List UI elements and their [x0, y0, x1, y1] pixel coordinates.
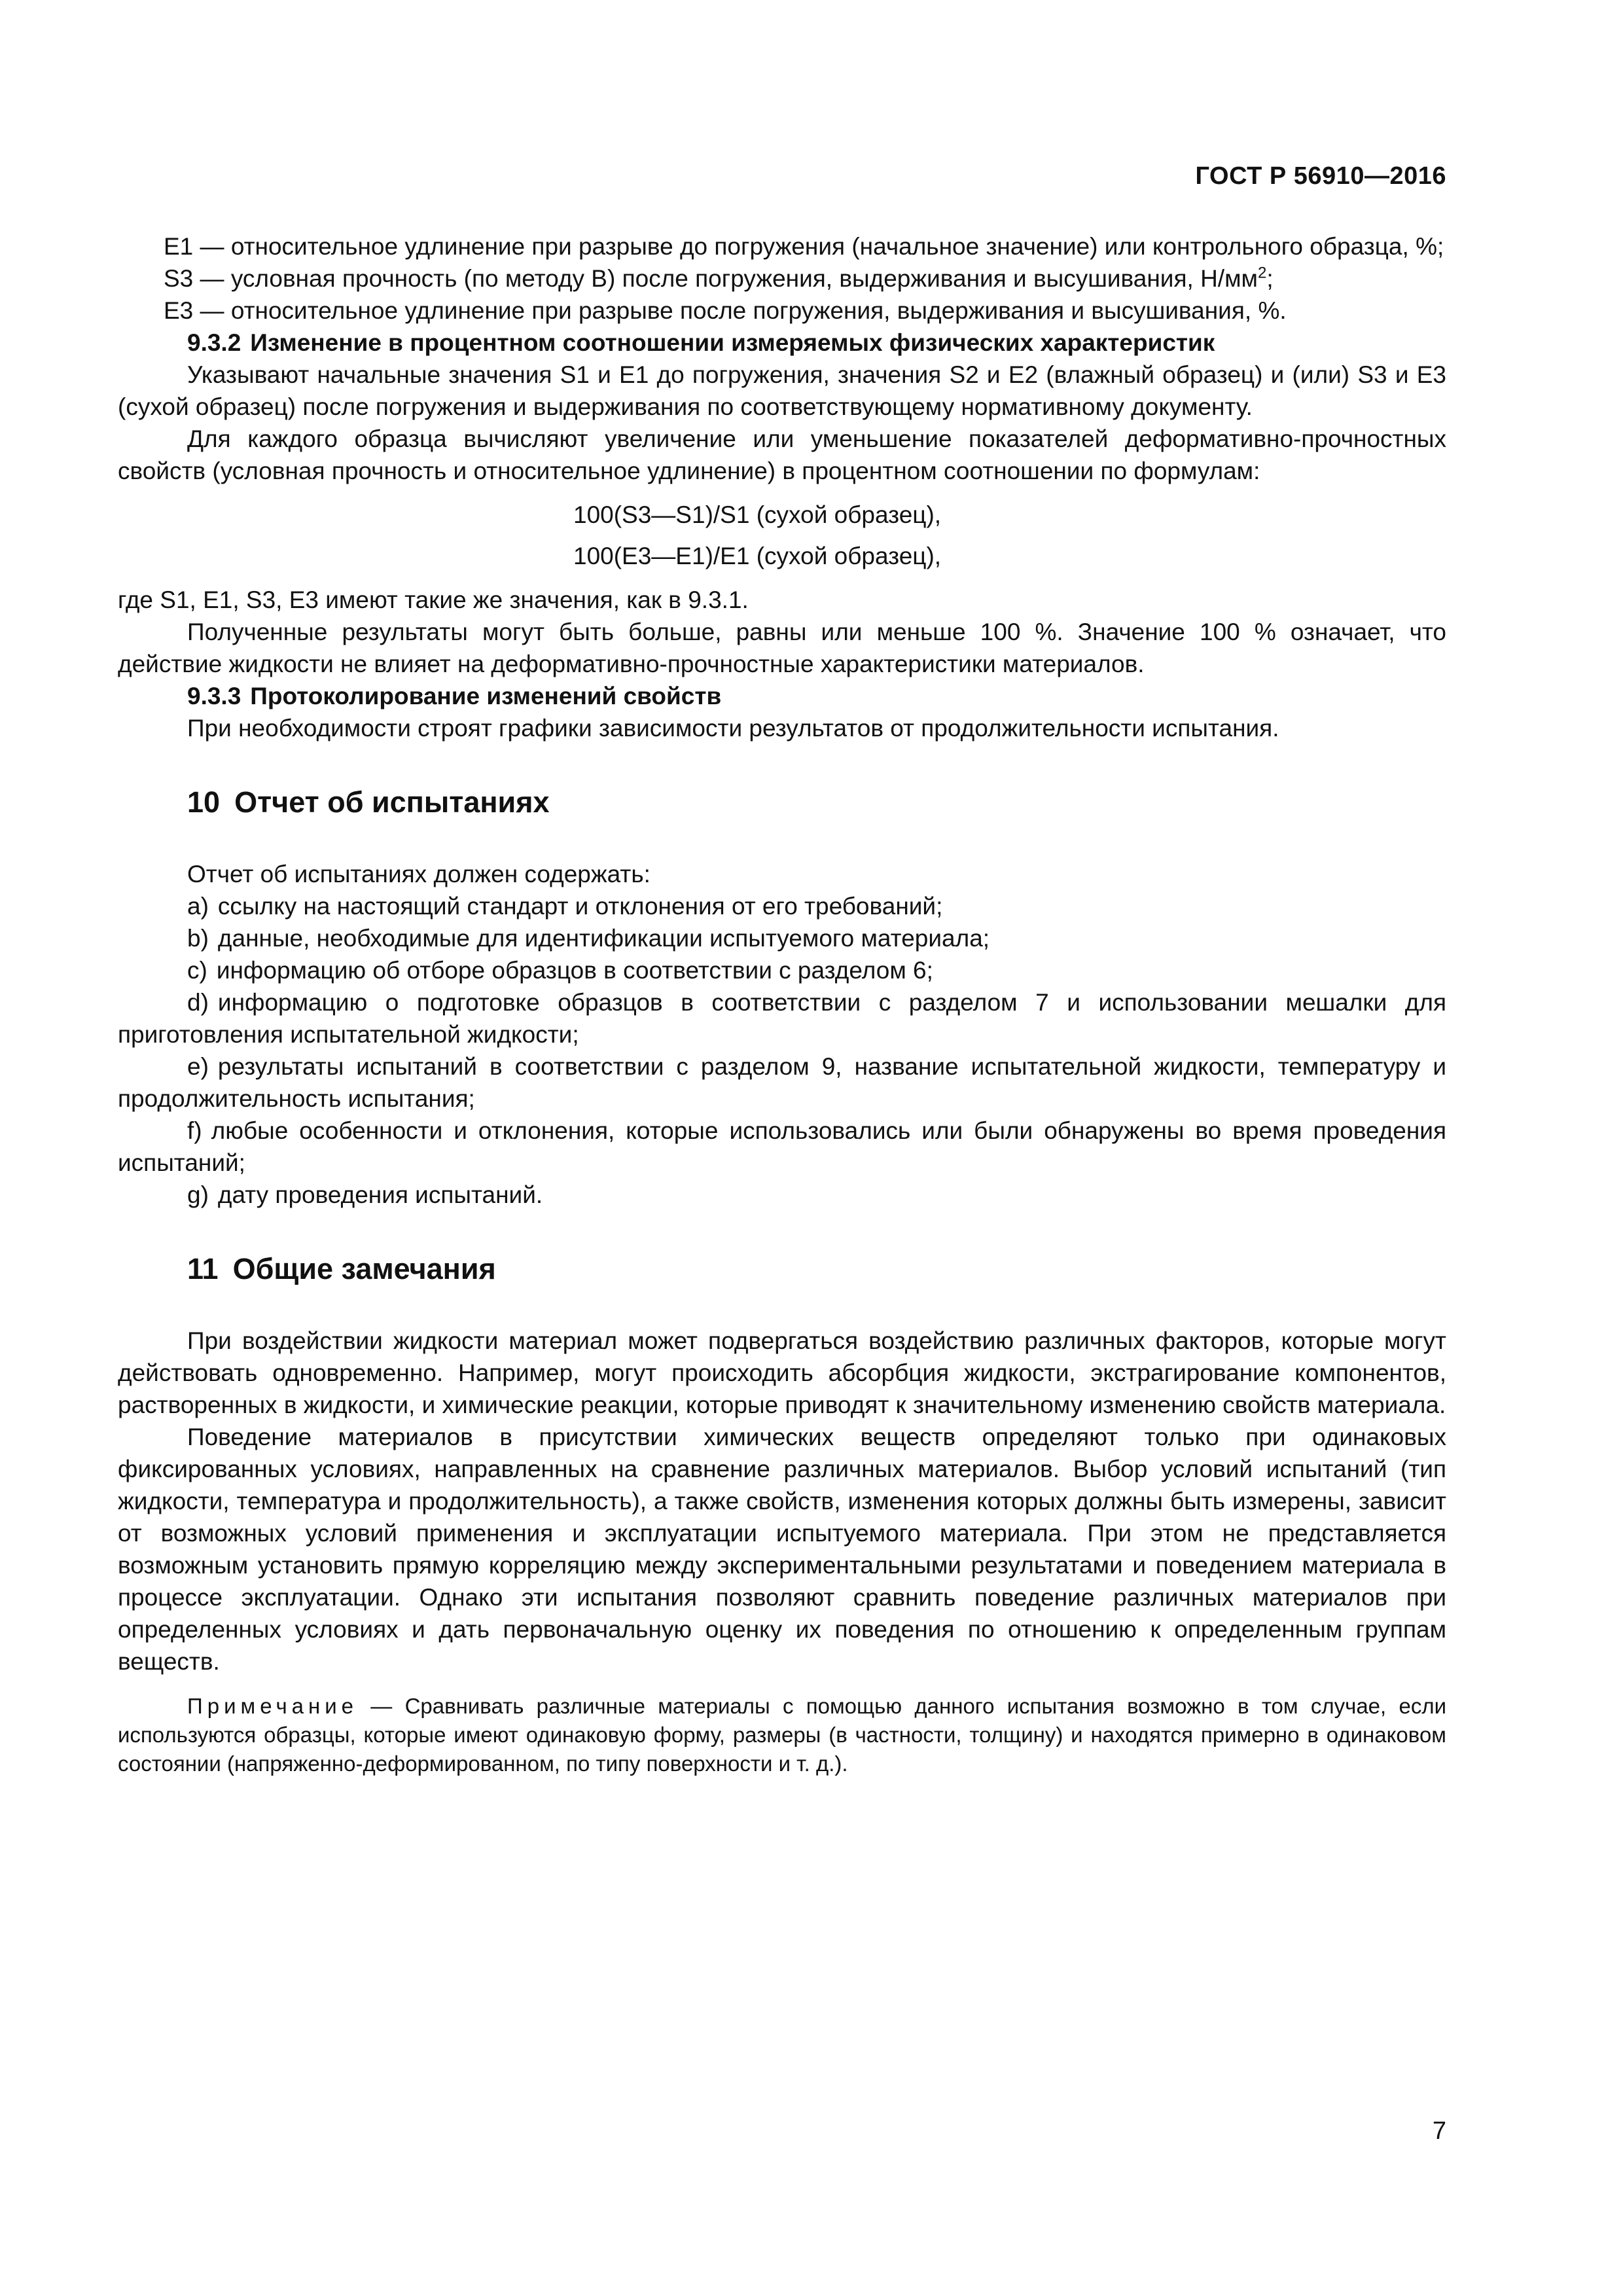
definition-text	[231, 262, 1446, 295]
subsection-heading-9-3-2	[118, 327, 1446, 359]
unit-superscript: 2	[1257, 264, 1267, 282]
definition-dash: —	[193, 297, 231, 324]
list-item	[118, 922, 1446, 954]
definition-text: относительное удлинение при разрыве до погружения (начальное значение) или контрольного образца, %;	[230, 233, 1444, 260]
section-title: Отчет об испытаниях	[234, 785, 550, 819]
list-item-label: c)	[187, 957, 207, 984]
list-item	[118, 954, 1446, 986]
list-item-label: b)	[187, 925, 209, 952]
definition-symbol: E1	[164, 233, 194, 260]
note-label: Примечание	[187, 1694, 359, 1718]
list-item-label: a)	[187, 893, 209, 920]
section-title: Общие замечания	[232, 1252, 496, 1285]
list-item	[118, 890, 1446, 922]
list-item-text: дату проведения испытаний.	[217, 1181, 543, 1208]
paragraph: Поведение материалов в присутствии химических веществ определяют только при одинаковых фиксированных условиях, направленных на сравнение различных материалов. Выбор условий испытаний (тип жидкости, температура и продолжительность), а также свойств, изменения которых должны быть измерены, зависит от возможных условий применения и эксплуатации испытуемого материала. При этом не представляется возможным установить прямую корреляцию между экспериментальными результатами и поведением материала в процессе эксплуатации. Однако эти испытания позволяют сравнить поведение различных материалов при определенных условиях и дать первоначальную оценку их поведения по отношению к определенным группам веществ.	[118, 1424, 1446, 1675]
formula-elongation: 100(E3—E1)/E1 (сухой образец),	[573, 543, 942, 569]
list-item-text: информацию об отборе образцов в соответствии с разделом 6;	[216, 957, 933, 984]
section-number: 10	[187, 785, 221, 819]
page-number: 7	[1432, 2117, 1446, 2145]
definition-symbol: E3	[164, 297, 194, 324]
definition-e1	[164, 230, 1446, 262]
list-item-text: ссылку на настоящий стандарт и отклонения от его требований;	[217, 893, 943, 920]
definition-s3	[164, 262, 1446, 295]
paragraph: Указывают начальные значения S1 и E1 до погружения, значения S2 и E2 (влажный образец) и (или) S3 и E3 (сухой образец) после погружения и выдерживания по соответствующему нормативному документу.	[118, 361, 1446, 420]
subsection-number: 9.3.3	[187, 683, 241, 709]
document-page	[118, 0, 1446, 2296]
subsection-heading-9-3-3	[118, 680, 1446, 712]
paragraph: Для каждого образца вычисляют увеличение или уменьшение показателей деформативно-прочностных свойств (условная прочность и относительное удлинение) в процентном соотношении по формулам:	[118, 425, 1446, 484]
paragraph: Отчет об испытаниях должен содержать:	[187, 861, 651, 888]
note-text: — Сравнивать различные материалы с помощью данного испытания возможно в том случае, если используются образцы, которые имеют одинаковую форму, размеры (в частности, толщину) и находятся примерно в одинаковом состоянии (напряженно-деформированном, по типу поверхности и т. д.).	[118, 1694, 1447, 1776]
definition-symbol: S3	[164, 265, 194, 292]
list-item	[118, 986, 1446, 1050]
list-item-label: e)	[187, 1053, 209, 1080]
list-item-text: информацию о подготовке образцов в соответствии с разделом 7 и использовании мешалки для приготовления испытательной жидкости;	[118, 989, 1446, 1048]
section-heading-10	[187, 785, 1446, 820]
paragraph: где S1, E1, S3, E3 имеют такие же значения, как в 9.3.1.	[118, 586, 749, 613]
list-item-label: f)	[187, 1117, 202, 1144]
subsection-number: 9.3.2	[187, 329, 241, 356]
definition-e3	[164, 295, 1446, 327]
section-number: 11	[187, 1252, 219, 1285]
list-item	[118, 1050, 1446, 1115]
paragraph: Полученные результаты могут быть больше, равны или меньше 100 %. Значение 100 % означает, что действие жидкости не влияет на деформативно-прочностные характеристики материалов.	[118, 619, 1446, 677]
list-item-text: данные, необходимые для идентификации испытуемого материала;	[217, 925, 990, 952]
subsection-title: Протоколирование изменений свойств	[250, 683, 722, 709]
page-content	[118, 230, 1446, 1778]
list-item-label: g)	[187, 1181, 209, 1208]
subsection-title: Изменение в процентном соотношении измеряемых физических характеристик	[250, 329, 1215, 356]
list-item-text: результаты испытаний в соответствии с разделом 9, название испытательной жидкости, температуру и продолжительность испытания;	[118, 1053, 1446, 1112]
definition-text: относительное удлинение при разрыве после погружения, выдерживания и высушивания, %.	[230, 297, 1287, 324]
definition-dash: —	[193, 265, 231, 292]
list-item-label: d)	[187, 989, 209, 1016]
list-item	[118, 1115, 1446, 1179]
section-heading-11	[187, 1251, 1446, 1287]
paragraph: При воздействии жидкости материал может подвергаться воздействию различных факторов, которые могут действовать одновременно. Например, могут происходить абсорбция жидкости, экстрагирование компонентов, растворенных в жидкости, и химические реакции, которые приводят к значительному изменению свойств материала.	[118, 1327, 1446, 1418]
definition-dash: —	[193, 233, 231, 260]
list-item	[118, 1179, 1446, 1211]
list-item-text: любые особенности и отклонения, которые использовались или были обнаружены во время проведения испытаний;	[118, 1117, 1446, 1176]
document-id-header: ГОСТ Р 56910—2016	[1195, 162, 1446, 190]
note	[118, 1692, 1446, 1778]
definition-text-end: ;	[1266, 265, 1274, 292]
definition-text-main: условная прочность (по методу В) после погружения, выдерживания и высушивания, Н/мм	[230, 265, 1258, 292]
paragraph: При необходимости строят графики зависимости результатов от продолжительности испытания.	[187, 715, 1279, 742]
formula-strength: 100(S3—S1)/S1 (сухой образец),	[573, 501, 942, 528]
